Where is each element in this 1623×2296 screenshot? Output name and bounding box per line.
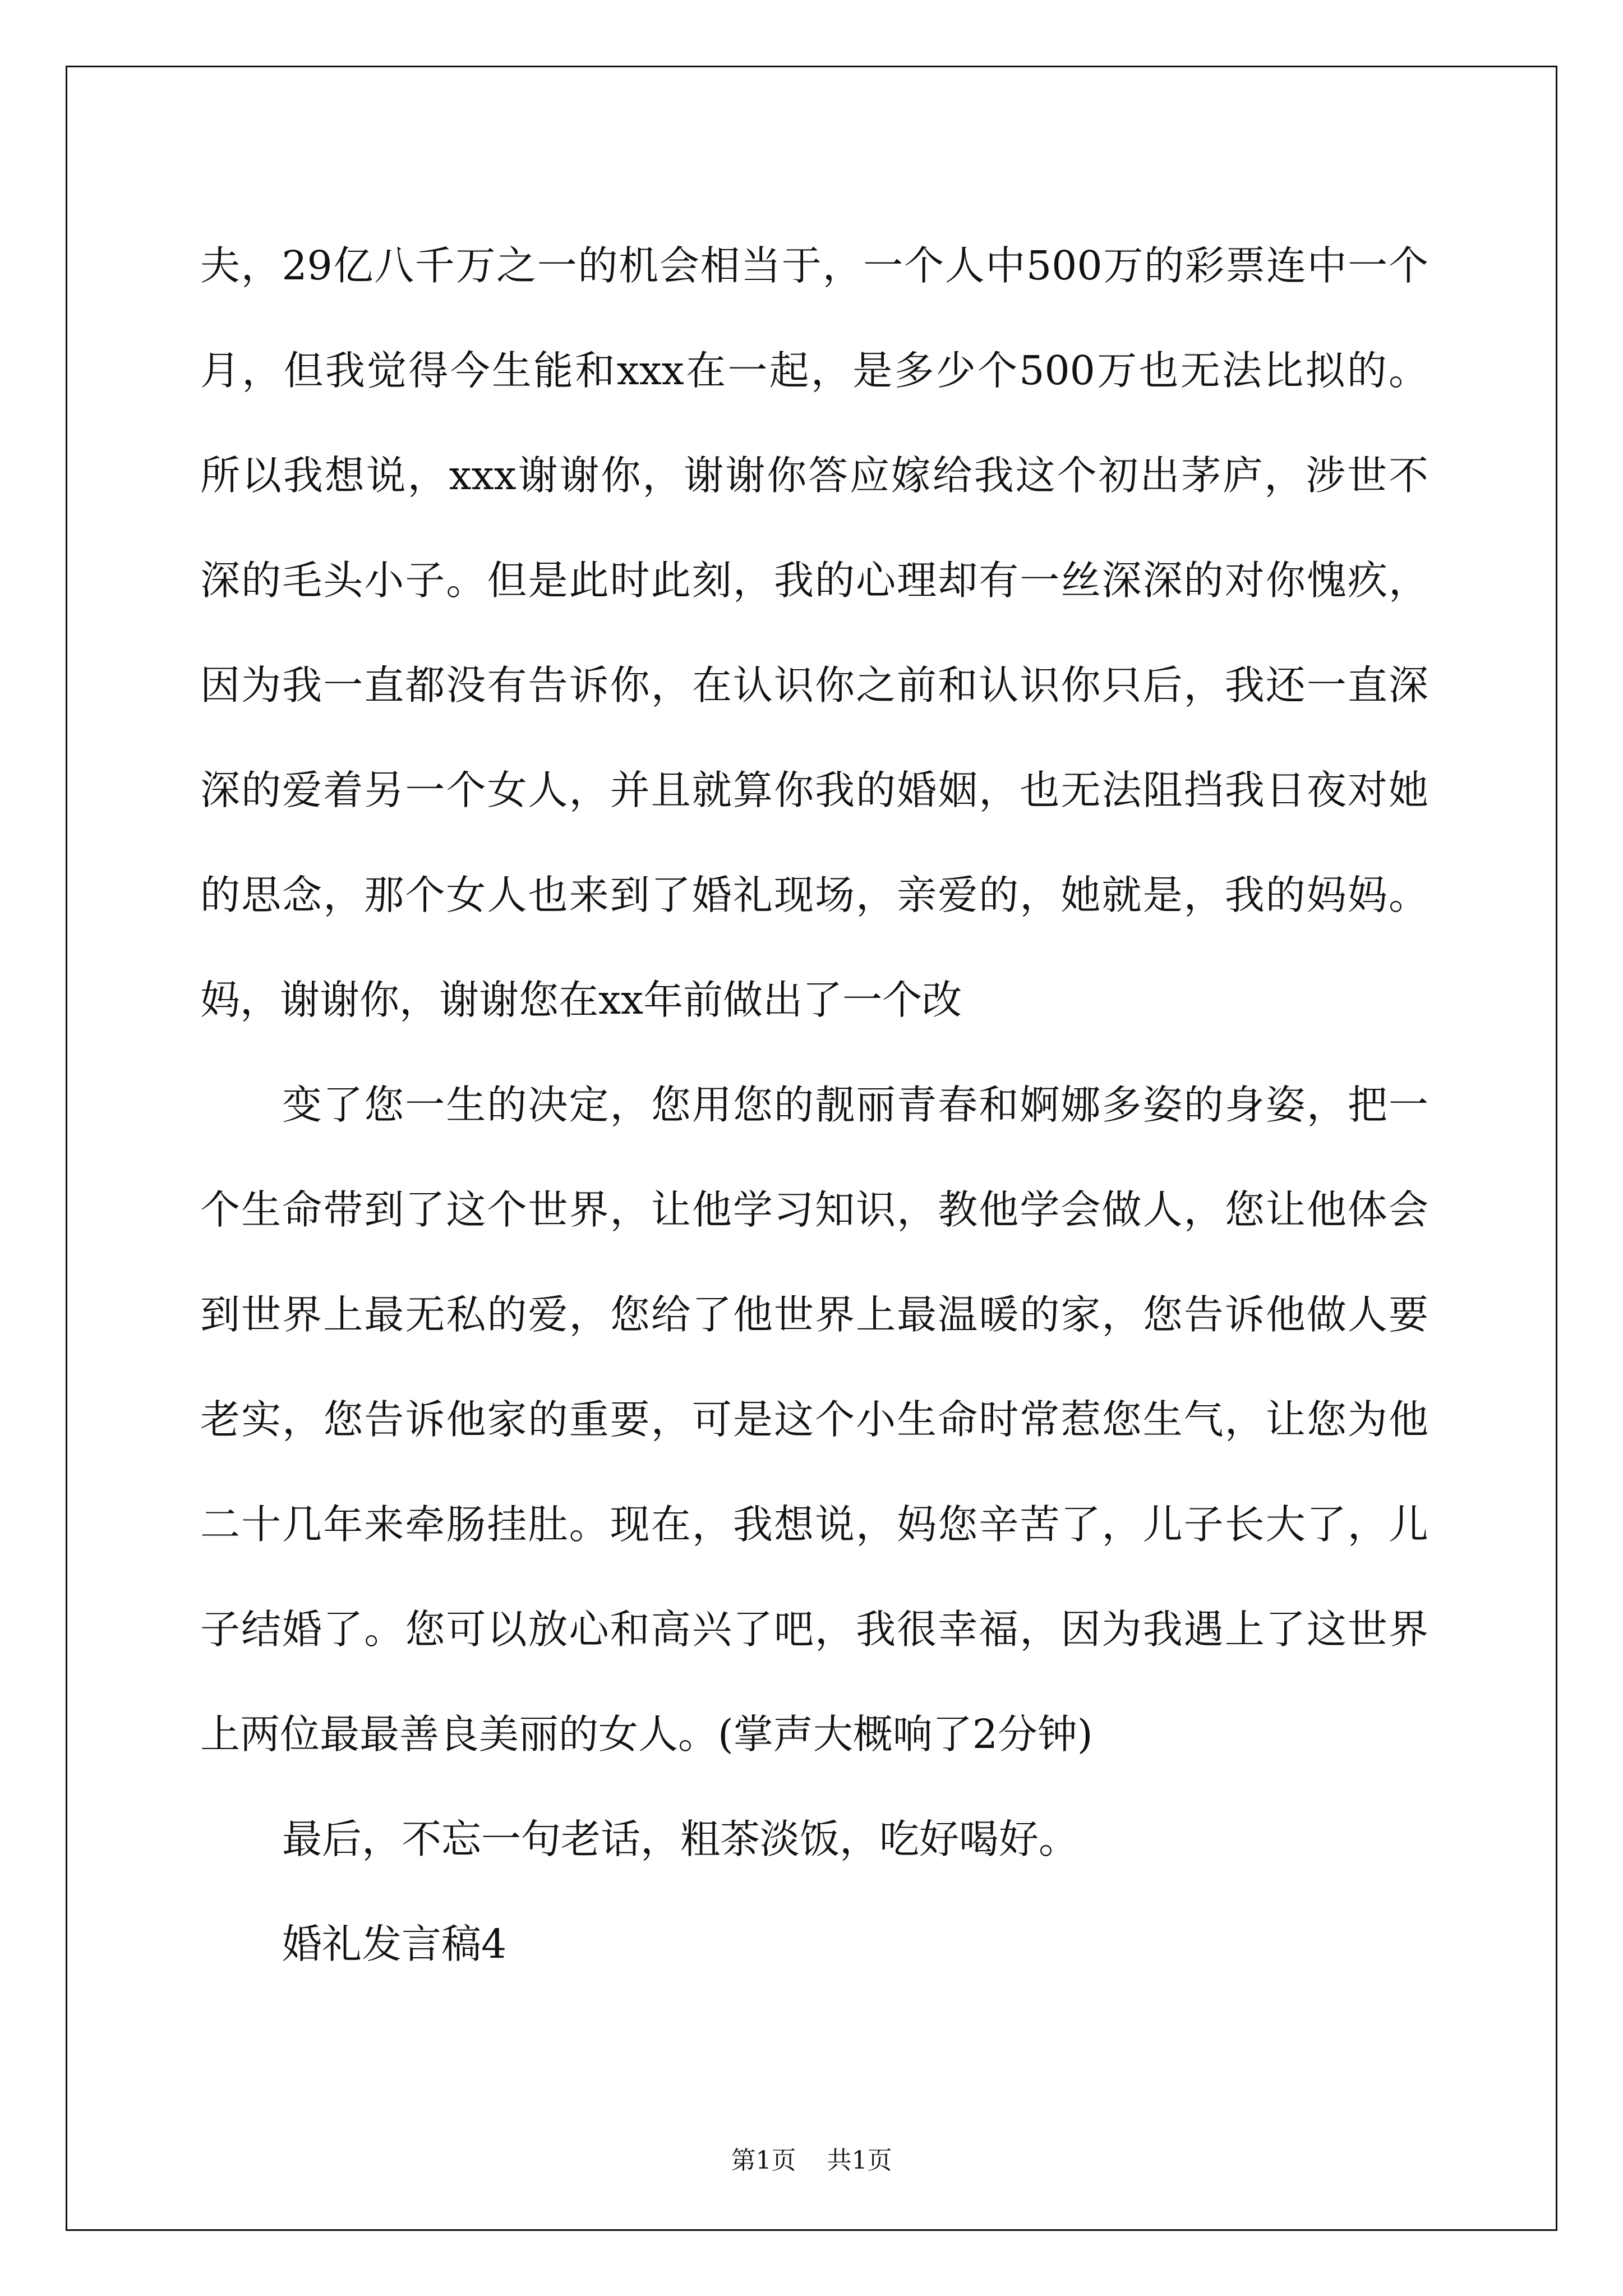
page-number-total: 共1页 (827, 2146, 892, 2175)
text-line: 个生命带到了这个世界，让他学习知识，教他学会做人，您让他体会 (200, 1186, 1428, 1233)
text-line: 子结婚了。您可以放心和高兴了吧，我很幸福，因为我遇上了这世界 (200, 1606, 1428, 1653)
section-heading: 婚礼发言稿4 (282, 1921, 507, 1967)
text-line: 所以我想说，xxx谢谢你，谢谢你答应嫁给我这个初出茅庐，涉世不 (200, 452, 1428, 499)
page-footer (0, 2140, 1623, 2176)
text-line: 深的毛头小子。但是此时此刻，我的心理却有一丝深深的对你愧疚， (200, 557, 1428, 604)
text-line: 妈，谢谢你，谢谢您在xx年前做出了一个改 (200, 977, 962, 1023)
document-body (200, 213, 1428, 1996)
text-line: 到世界上最无私的爱，您给了他世界上最温暖的家，您告诉他做人要 (200, 1291, 1428, 1338)
text-line: 深的爱着另一个女人，并且就算你我的婚姻，也无法阻挡我日夜对她 (200, 767, 1428, 813)
text-line: 的思念，那个女人也来到了婚礼现场，亲爱的，她就是，我的妈妈。 (200, 872, 1428, 918)
paragraph-line: 最后，不忘一句老话，粗茶淡饭，吃好喝好。 (282, 1816, 1079, 1862)
text-line: 老实，您告诉他家的重要，可是这个小生命时常惹您生气，让您为他 (200, 1396, 1428, 1443)
text-line: 因为我一直都没有告诉你，在认识你之前和认识你只后，我还一直深 (200, 662, 1428, 708)
text-line: 二十几年来牵肠挂肚。现在，我想说，妈您辛苦了，儿子长大了，儿 (200, 1501, 1428, 1548)
text-line: 夫，29亿八千万之一的机会相当于，一个人中500万的彩票连中一个 (200, 242, 1428, 289)
text-line: 月，但我觉得今生能和xxx在一起，是多少个500万也无法比拟的。 (200, 347, 1428, 394)
text-line: 上两位最最善良美丽的女人。(掌声大概响了2分钟) (200, 1711, 1093, 1757)
page-number-current: 第1页 (731, 2146, 796, 2175)
paragraph-start-line: 变了您一生的决定，您用您的靓丽青春和婀娜多姿的身姿，把一 (282, 1082, 1428, 1128)
